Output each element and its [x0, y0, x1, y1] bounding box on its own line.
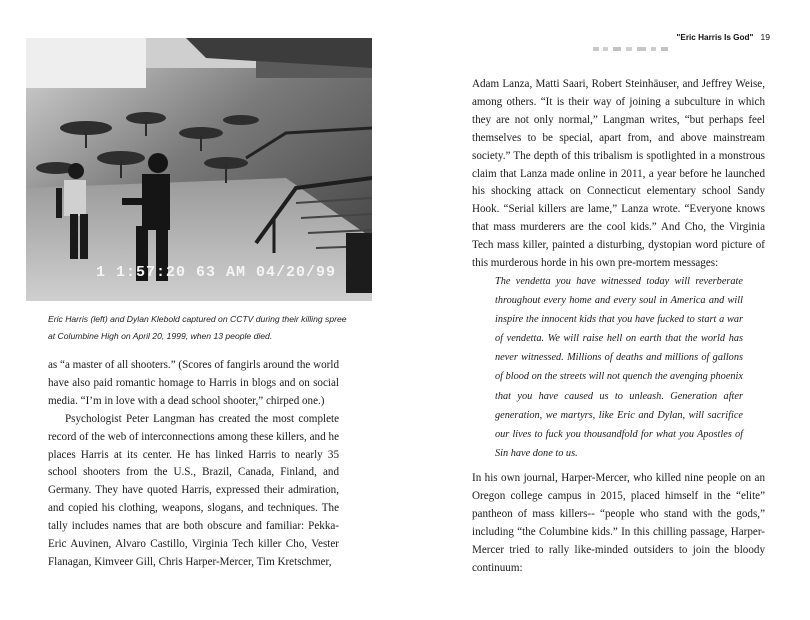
- smudge-mark: [593, 46, 673, 52]
- right-paragraph-1: Adam Lanza, Matti Saari, Robert Steinhäuser, and Jeffrey Weise, among others. “It is their way of joining a subculture in which they are not only normal,” Langman writes, “but perhaps feel themselves to be special, apart from, and above mainstream society.” The depth of this tribalism is spotlighted in a monstrous claim that Lanza made online in 2011, a year before he launched his shocking attack on Connecticut elementary school Sandy Hook. “Serial killers are lame,” Lanza wrote. “Everyone knows that mass murderers are the cool kids.” And Cho, the Virginia Tech mass killer, painted a disturbing, dystopian word picture of this murderous horde in his own pre-mortem messages:: [472, 78, 765, 270]
- cctv-timestamp: 1 1:57:20 63 AM 04/20/99: [96, 264, 337, 281]
- right-body-1: [472, 76, 765, 273]
- page-number: 19: [760, 32, 770, 42]
- cctv-photo: [26, 38, 372, 301]
- left-body: [48, 357, 339, 572]
- running-head: [677, 32, 771, 42]
- chapter-title: "Eric Harris Is God": [676, 33, 754, 42]
- right-body-2: [472, 459, 765, 589]
- print-smudge: [593, 46, 673, 52]
- cctv-photo-image: [26, 38, 372, 301]
- left-paragraph-2: Psychologist Peter Langman has created the most complete record of the web of interconnections among these killers, and he places Harris at its center. He has linked Harris to nearly 35 school shooters from the U.S., Brazil, Canada, Finland, and Germany. They have quoted Harris, expressed their admiration, and copied his clothing, weapons, slogans, and techniques. The tally includes names that are both obscure and familiar: Pekka-Eric Auvinen, Alvaro Castillo, Virginia Tech killer Cho, Vester Flanagan, Kimveer Gill, Chris Harper-Mercer, Tim Kretschmer,: [48, 412, 339, 568]
- left-paragraph-1: as “a master of all shooters.” (Scores of fangirls around the world have also paid romantic homage to Harris in blogs and on social media. “I’m in love with a dead school shooter,” chirped one.): [48, 359, 339, 407]
- right-page: [405, 0, 810, 620]
- block-quote: The vendetta you have witnessed today will reverberate throughout every home and every soul in America and will inspire the innocent kids that you have fucked to start a war of vendetta. We will raise hell on earth that the world has never witnessed. Millions of deaths and millions of gallons of blood on the streets will not quench the avenging phoenix that you have caused us to unleash. Generation after generation, we martyrs, like Eric and Dylan, will sacrifice our lives to fuck you thousandfold for what you Apostles of Sin have done to us.: [495, 276, 743, 459]
- right-paragraph-2: In his own journal, Harper-Mercer, who killed nine people on an Oregon college campus in 2015, placed himself in the “elite” pantheon of mass killers-- “people who stand with the gods,” including “the Columbine kids.” In this chilling passage, Harper-Mercer tried to rally like-minded outsiders to join the bloody continuum:: [472, 472, 765, 574]
- photo-caption: Eric Harris (left) and Dylan Klebold captured on CCTV during their killing spree at Columbine High on April 20, 1999, when 13 people died.: [48, 314, 347, 341]
